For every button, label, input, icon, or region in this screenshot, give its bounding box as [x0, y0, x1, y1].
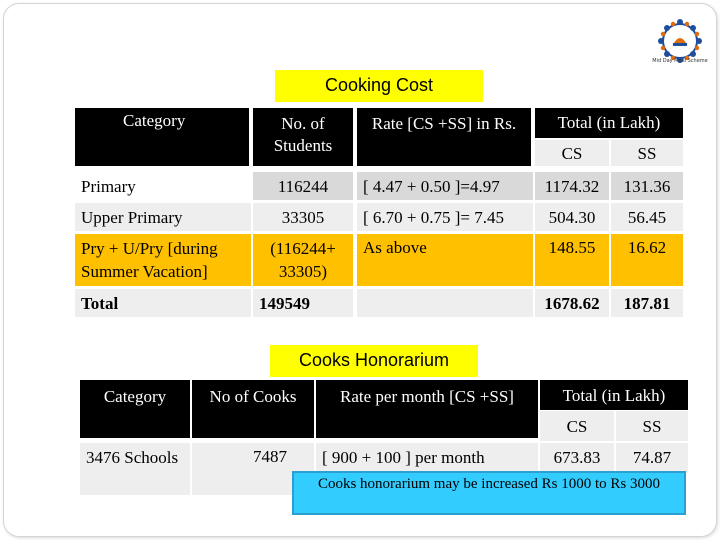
ch-header-category: Category — [80, 380, 190, 438]
cc-row3-students: (116244+ 33305) — [253, 234, 353, 286]
cc-row2-cs: 504.30 — [535, 203, 609, 231]
cc-row3-cs: 148.55 — [535, 234, 609, 286]
ch-header-cs: CS — [540, 411, 614, 441]
ch-row-ss: 74.87 — [616, 443, 688, 473]
cc-header-ss: SS — [611, 140, 683, 166]
cc-total-ss: 187.81 — [611, 289, 683, 317]
cc-row3-ss: 16.62 — [611, 234, 683, 286]
cooks-honorarium-title: Cooks Honorarium — [270, 345, 478, 377]
honorarium-note-callout: Cooks honorarium may be increased Rs 1000 to Rs 3000 — [292, 471, 686, 515]
cc-header-total: Total (in Lakh) — [535, 108, 683, 138]
cc-row3-rate: As above — [357, 234, 533, 286]
cc-header-category: Category — [75, 108, 249, 166]
cc-row2-students: 33305 — [253, 203, 353, 231]
cc-header-rate: Rate [CS +SS] in Rs. — [357, 108, 531, 166]
ch-header-total: Total (in Lakh) — [540, 380, 688, 410]
cc-row2-ss: 56.45 — [611, 203, 683, 231]
ch-row-cooks: 7487 — [192, 443, 314, 495]
cc-row1-cs: 1174.32 — [535, 172, 609, 200]
cc-row2-rate: [ 6.70 + 0.75 ]= 7.45 — [357, 203, 533, 231]
cc-row2-category: Upper Primary — [75, 203, 251, 231]
cc-row1-rate: [ 4.47 + 0.50 ]=4.97 — [357, 172, 533, 200]
cc-total-cs: 1678.62 — [535, 289, 609, 317]
ch-header-rate: Rate per month [CS +SS] — [316, 380, 538, 438]
cc-total-rate — [357, 289, 533, 317]
logo-caption: Mid Day Meal Scheme — [652, 58, 708, 64]
cc-total-students: 149549 — [253, 289, 353, 317]
cc-row1-ss: 131.36 — [611, 172, 683, 200]
mdm-logo-icon — [654, 10, 706, 76]
cc-row1-students: 116244 — [253, 172, 353, 200]
ch-row-cs: 673.83 — [540, 443, 614, 473]
ch-row-rate: [ 900 + 100 ] per month — [316, 443, 538, 473]
ch-row-category: 3476 Schools — [80, 443, 190, 495]
cc-row3-category: Pry + U/Pry [during Summer Vacation] — [75, 234, 251, 286]
cc-row1-category: Primary — [81, 177, 136, 196]
cc-header-students: No. of Students — [253, 108, 353, 166]
ch-header-cooks: No of Cooks — [192, 380, 314, 438]
ch-header-ss: SS — [616, 411, 688, 441]
cc-total-label: Total — [75, 289, 251, 317]
cc-header-cs: CS — [535, 140, 609, 166]
cooking-cost-title: Cooking Cost — [275, 70, 483, 102]
